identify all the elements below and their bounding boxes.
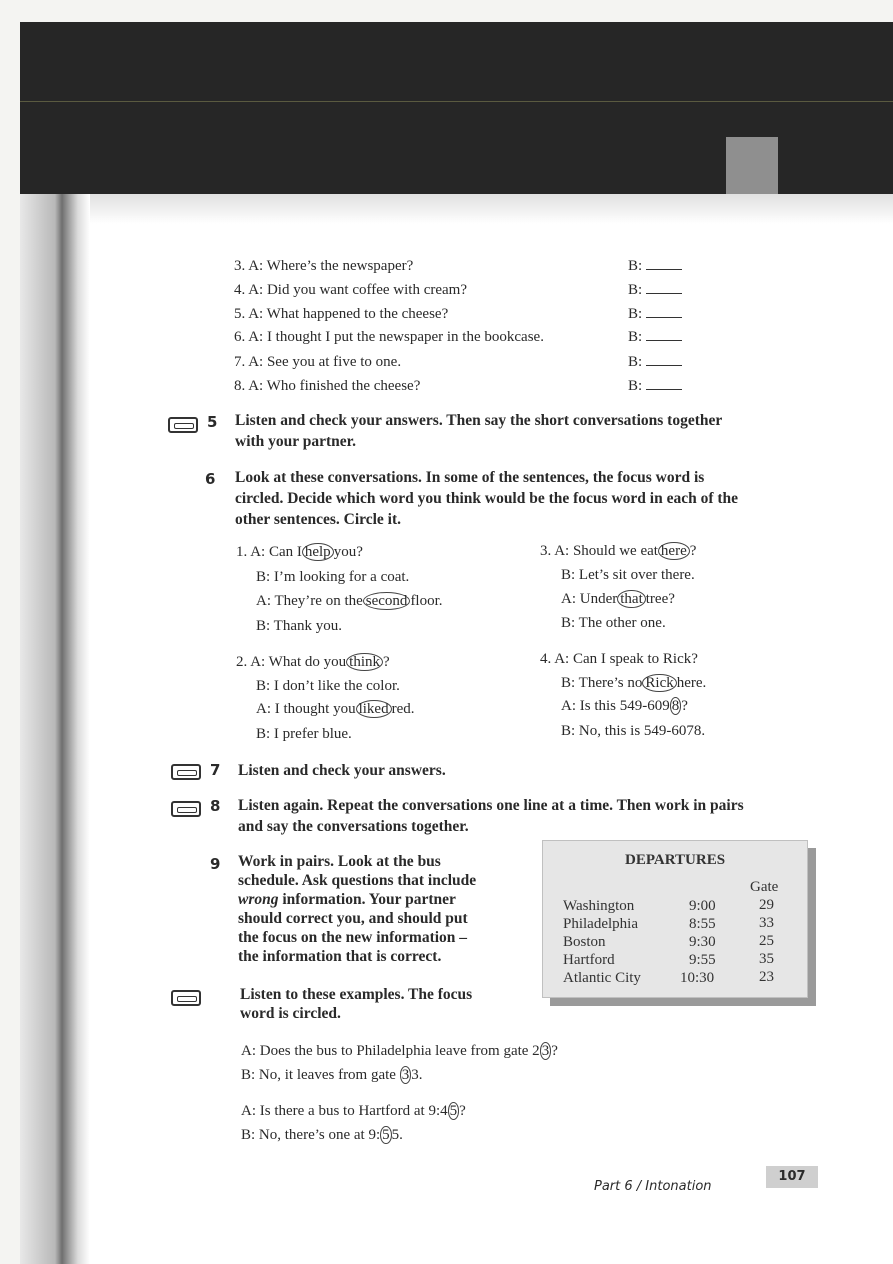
cassette-icon[interactable] <box>171 801 201 817</box>
departures-table <box>542 840 808 998</box>
exercise-number: 5 <box>207 413 218 431</box>
exercise-number: 8 <box>210 797 221 815</box>
focus-word-circle: 3 <box>401 1067 410 1083</box>
conversation-3-line: 3. A: Should we eat here ? <box>540 543 697 559</box>
answer-blank: B: <box>628 305 682 323</box>
table-city: Hartford <box>563 952 615 968</box>
exercise-5-instructions: Listen and check your answers. Then say the short conversations together with your partner. <box>235 412 723 450</box>
page-tab-marker <box>726 137 778 195</box>
answer-blank: B: <box>628 353 682 371</box>
cassette-icon[interactable] <box>168 417 198 433</box>
cassette-icon[interactable] <box>171 764 201 780</box>
list-item: 4. A: Did you want coffee with cream? <box>234 282 467 298</box>
cassette-icon[interactable] <box>171 990 201 1006</box>
exercise-number: 9 <box>210 855 221 873</box>
conversation-4-line: A: Is this 549-609 8 ? <box>561 698 688 714</box>
focus-word-circle: second <box>363 592 411 610</box>
conversation-1-line: B: Thank you. <box>256 618 342 634</box>
table-time: 9:00 <box>689 898 716 914</box>
exercise-9-instructions: Work in pairs. Look at the bus schedule. Ask questions that include wrong information. Your partner should correct you, and should put the focus on the new information – the information that is correct. <box>238 853 477 965</box>
book-page <box>62 194 893 1264</box>
listen-examples-instructions: Listen to these examples. The focus word is circled. <box>240 986 473 1022</box>
table-city: Boston <box>563 934 606 950</box>
example-line: A: Is there a bus to Hartford at 9:4 5 ? <box>241 1103 466 1119</box>
focus-word-circle: 8 <box>671 698 680 714</box>
table-gate: 35 <box>759 951 774 967</box>
answer-blank: B: <box>628 257 682 275</box>
table-city: Washington <box>563 898 635 914</box>
focus-word-circle: think <box>346 653 383 671</box>
conversation-2-line: 2. A: What do you think ? <box>236 654 390 670</box>
exercise-number: 6 <box>205 470 216 488</box>
book-gutter <box>20 194 90 1264</box>
header-divider <box>20 101 893 102</box>
table-gate: 29 <box>759 897 774 913</box>
focus-word-circle: liked <box>356 700 392 718</box>
table-time: 8:55 <box>689 916 716 932</box>
exercise-8-instructions: Listen again. Repeat the conversations one line at a time. Then work in pairs and say the conversations together. <box>238 797 744 835</box>
example-line: A: Does the bus to Philadelphia leave from gate 2 3 ? <box>241 1043 558 1059</box>
table-time: 10:30 <box>680 970 715 986</box>
page-top-shadow <box>62 194 893 224</box>
conversation-1-line: B: I’m looking for a coat. <box>256 569 410 585</box>
conversation-1-line: 1. A: Can I help you? <box>236 544 363 560</box>
conversation-2-line: B: I don’t like the color. <box>256 678 400 694</box>
focus-word-circle: here <box>658 542 690 560</box>
example-line: B: No, it leaves from gate 3 3. <box>241 1067 423 1083</box>
list-item: 8. A: Who finished the cheese? <box>234 378 421 394</box>
example-line: B: No, there’s one at 9: 5 5. <box>241 1127 403 1143</box>
conversation-2-line: A: I thought you liked red. <box>256 701 415 717</box>
focus-word-circle: 3 <box>541 1043 550 1059</box>
gate-header: Gate <box>750 879 779 895</box>
focus-word-circle: 5 <box>382 1127 390 1143</box>
table-city: Philadelphia <box>563 916 638 932</box>
list-item: 6. A: I thought I put the newspaper in the bookcase. <box>234 329 544 345</box>
table-gate: 23 <box>759 969 774 985</box>
table-city: Atlantic City <box>563 970 641 986</box>
conversation-3-line: B: Let’s sit over there. <box>561 567 695 583</box>
page-number: 107 <box>766 1166 818 1188</box>
running-footer: Part 6 / Intonation <box>594 1179 712 1194</box>
focus-word-circle: that <box>617 590 646 608</box>
table-time: 9:55 <box>689 952 716 968</box>
exercise-7-instructions: Listen and check your answers. <box>238 762 446 779</box>
exercise-6-instructions: Look at these conversations. In some of the sentences, the focus word is circled. Decide which word you think would be the focus word in each of the other sentences. Circle it. <box>235 469 739 528</box>
focus-word-circle: help <box>302 543 334 561</box>
answer-blank: B: <box>628 377 682 395</box>
table-gate: 25 <box>759 933 774 949</box>
conversation-1-line: A: They’re on the second floor. <box>256 593 443 609</box>
focus-word-circle: Rick <box>642 674 676 692</box>
table-title: DEPARTURES <box>625 852 726 868</box>
list-item: 3. A: Where’s the newspaper? <box>234 258 414 274</box>
conversation-3-line: A: Under that tree? <box>561 591 675 607</box>
conversation-4-line: 4. A: Can I speak to Rick? <box>540 651 698 667</box>
answer-blank: B: <box>628 281 682 299</box>
list-item: 5. A: What happened to the cheese? <box>234 306 449 322</box>
list-item: 7. A: See you at five to one. <box>234 354 402 370</box>
conversation-4-line: B: No, this is 549-6078. <box>561 723 706 739</box>
table-gate: 33 <box>759 915 774 931</box>
focus-word-circle: 5 <box>449 1103 458 1119</box>
conversation-4-line: B: There’s no Rick here. <box>561 675 707 691</box>
table-time: 9:30 <box>689 934 716 950</box>
conversation-2-line: B: I prefer blue. <box>256 726 352 742</box>
conversation-3-line: B: The other one. <box>561 615 666 631</box>
answer-blank: B: <box>628 328 682 346</box>
exercise-number: 7 <box>210 761 221 779</box>
